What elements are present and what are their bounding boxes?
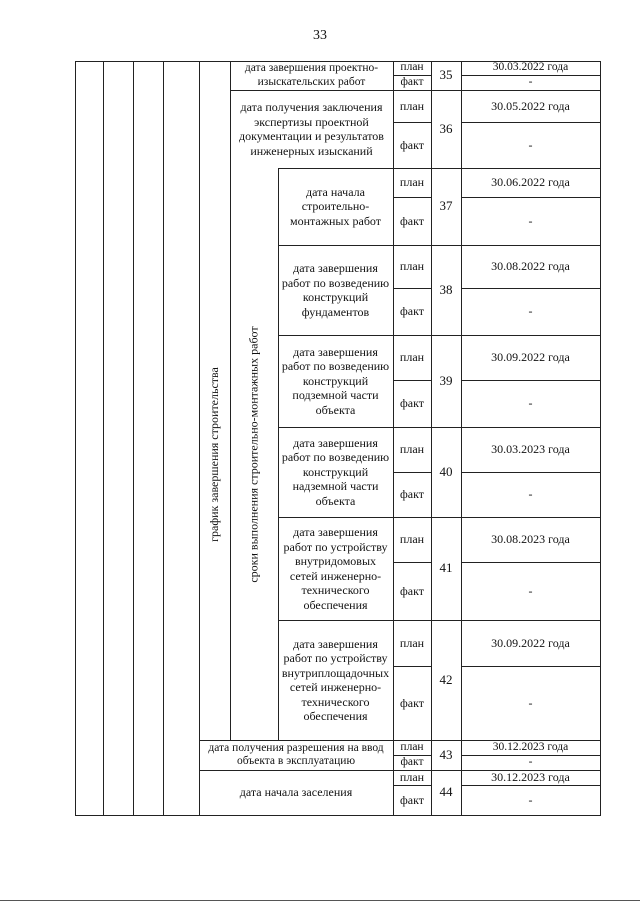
row-42-fact-value: - xyxy=(528,695,533,710)
row-44-number: 44 xyxy=(439,784,453,800)
grid-line-v xyxy=(163,61,164,816)
row-44-plan-date: 30.12.2023 года xyxy=(491,770,570,785)
row-36-fact-label: факт xyxy=(399,137,425,152)
row-37-fact-label: факт xyxy=(399,213,425,228)
page-number: 33 xyxy=(313,28,327,43)
row-36-plan-date: 30.05.2022 года xyxy=(491,98,570,113)
row-42-fact-label: факт xyxy=(399,695,425,710)
grid-line-h xyxy=(75,815,601,816)
grid-line-v xyxy=(133,61,134,816)
row-38-fact-label: факт xyxy=(399,304,425,319)
row-37-item: дата начала строительно-монтажных работ xyxy=(289,184,382,228)
row-42-plan-label: план xyxy=(399,635,425,650)
row-39-number: 39 xyxy=(439,372,453,388)
row-37-plan-date: 30.06.2022 года xyxy=(491,175,570,190)
row-35-fact-label: факт xyxy=(400,75,424,88)
row-36-fact-value: - xyxy=(528,137,533,152)
row-41-fact-label: факт xyxy=(399,583,425,598)
row-43-fact-label: факт xyxy=(400,755,424,768)
row-41-fact-value: - xyxy=(528,583,533,598)
row-44-fact-value: - xyxy=(528,792,533,807)
row-35-fact-value: - xyxy=(528,75,533,88)
row-37-number: 37 xyxy=(439,198,453,214)
row-40-fact-label: факт xyxy=(399,487,425,502)
row-35-number: 35 xyxy=(439,67,453,83)
row-35-plan-label: план xyxy=(400,61,424,74)
row-36-item: дата получения заключения экспертизы проектной документации и результатов инженерных изысканий xyxy=(239,100,384,158)
row-44-fact-label: факт xyxy=(399,792,425,807)
vertical-label-construction-schedule: график завершения строительства xyxy=(206,366,221,542)
row-37-fact-value: - xyxy=(528,213,533,228)
row-39-item: дата завершения работ по возведению конструкций подземной части объекта xyxy=(281,344,390,417)
row-41-item: дата завершения работ по устройству внутридомовых сетей инженерно-технического обеспечения xyxy=(283,525,388,612)
row-38-plan-date: 30.08.2022 года xyxy=(491,259,570,274)
row-43-plan-date: 30.12.2023 года xyxy=(492,740,569,753)
row-42-plan-date: 30.09.2022 года xyxy=(491,635,570,650)
row-38-plan-label: план xyxy=(399,259,425,274)
row-43-number: 43 xyxy=(439,746,453,762)
row-44-item: дата начала заселения xyxy=(239,785,353,800)
row-38-number: 38 xyxy=(439,281,453,297)
row-36-plan-label: план xyxy=(399,98,425,113)
row-39-fact-value: - xyxy=(528,396,533,411)
row-35-plan-date: 30.03.2022 года xyxy=(492,61,569,74)
footer-divider xyxy=(0,900,640,901)
row-37-plan-label: план xyxy=(399,175,425,190)
row-42-number: 42 xyxy=(439,671,453,687)
row-39-plan-date: 30.09.2022 года xyxy=(491,350,570,365)
row-40-number: 40 xyxy=(439,463,453,479)
row-39-fact-label: факт xyxy=(399,396,425,411)
row-41-number: 41 xyxy=(439,560,453,576)
row-43-fact-value: - xyxy=(528,755,533,768)
grid-line-v xyxy=(103,61,104,816)
row-41-plan-date: 30.08.2023 года xyxy=(491,532,570,547)
row-40-item: дата завершения работ по возведению конструкций надземной части объекта xyxy=(281,435,390,508)
row-40-fact-value: - xyxy=(528,487,533,502)
row-36-number: 36 xyxy=(439,120,453,136)
grid-line-v xyxy=(75,61,76,816)
row-39-plan-label: план xyxy=(399,350,425,365)
row-38-item: дата завершения работ по возведению конструкций фундаментов xyxy=(281,261,390,319)
grid-line-v xyxy=(600,61,601,816)
row-41-plan-label: план xyxy=(399,532,425,547)
row-40-plan-date: 30.03.2023 года xyxy=(491,442,570,457)
row-44-plan-label: план xyxy=(399,770,425,785)
row-42-item: дата завершения работ по устройству внутриплощадочных сетей инженерно-технического обеспечения xyxy=(281,636,390,723)
row-38-fact-value: - xyxy=(528,304,533,319)
row-43-item: дата получения разрешения на ввод объекта в эксплуатацию xyxy=(208,741,384,767)
row-40-plan-label: план xyxy=(399,442,425,457)
vertical-label-installation-terms: сроки выполнения строительно-монтажных работ xyxy=(246,325,261,583)
row-43-plan-label: план xyxy=(400,740,424,753)
row-35-item: дата завершения проектно-изыскательских работ xyxy=(244,62,379,88)
